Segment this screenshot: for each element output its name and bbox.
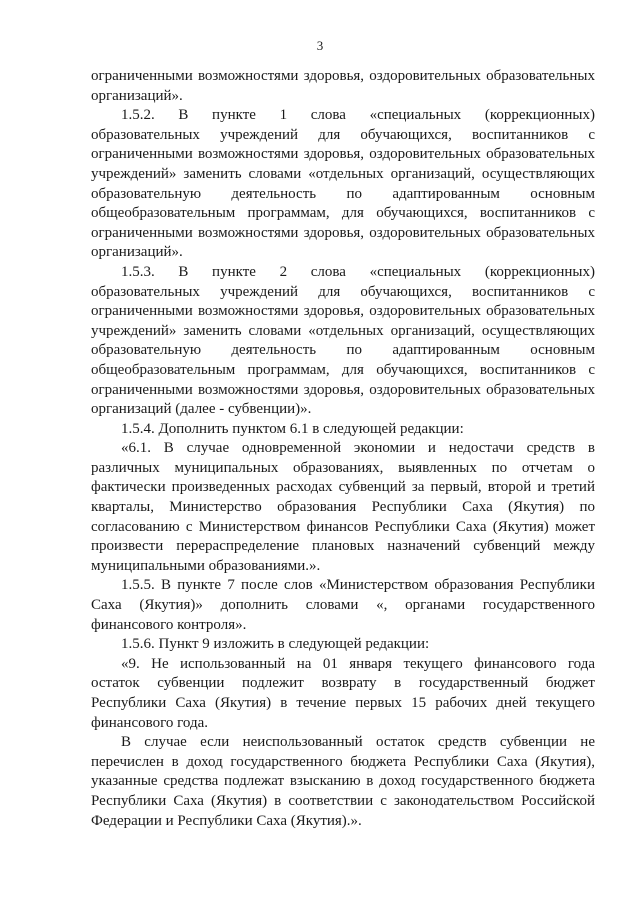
text-line: В случае если неиспользованный остаток средств субвенции не xyxy=(121,734,595,751)
text-line: финансового контроля». xyxy=(91,616,247,633)
text-line: образовательную деятельность по адаптированным основным xyxy=(91,342,595,359)
text-line: финансового года. xyxy=(91,714,209,731)
text-line: остаток субвенции подлежит возврату в государственный бюджет xyxy=(91,675,595,692)
text-line: общеобразовательным программам, для обучающихся, воспитанников с xyxy=(91,205,595,222)
text-line: образовательную деятельность по адаптированным основным xyxy=(91,185,595,202)
text-line: учреждений» заменить словами «отдельных организаций, осуществляющих xyxy=(91,322,595,339)
page-number: 3 xyxy=(316,38,324,53)
text-line: образовательных учреждений для обучающихся, воспитанников с xyxy=(91,126,595,143)
document-body xyxy=(91,67,595,831)
text-line: Федерации и Республики Саха (Якутия).». xyxy=(91,812,362,829)
text-line: 1.5.5. В пункте 7 после слов «Министерством образования Республики xyxy=(121,577,595,594)
text-line: кварталы, Министерство образования Республики Саха (Якутия) по xyxy=(91,499,595,516)
text-line: ограниченными возможностями здоровья, оздоровительных образовательных xyxy=(91,303,595,320)
text-line: организаций». xyxy=(91,244,183,261)
text-line: общеобразовательным программам, для обучающихся, воспитанников с xyxy=(91,361,595,378)
text-line: Республики Саха (Якутия) в соответствии с законодательством Российской xyxy=(91,792,595,809)
text-line: 1.5.4. Дополнить пунктом 6.1 в следующей редакции: xyxy=(121,420,464,437)
text-line: перечислен в доход государственного бюджета Республики Саха (Якутия), xyxy=(91,753,595,770)
text-line: муниципальными образованиями.». xyxy=(91,557,321,574)
text-line: 1.5.6. Пункт 9 изложить в следующей редакции: xyxy=(121,636,430,653)
text-line: различных муниципальных образованиях, выявленных по отчетам о xyxy=(91,459,595,476)
text-line: ограниченными возможностями здоровья, оздоровительных образовательных xyxy=(91,68,595,84)
text-line: 1.5.3. В пункте 2 слова «специальных (коррекционных) xyxy=(121,263,595,280)
text-line: Республики Саха (Якутия) в течение первых 15 рабочих дней текущего xyxy=(91,695,595,711)
text-line: образовательных учреждений для обучающихся, воспитанников с xyxy=(91,283,595,300)
text-line: организаций». xyxy=(91,87,183,104)
text-line: организаций (далее - субвенции)». xyxy=(91,401,312,418)
text-line: ограниченными возможностями здоровья, оздоровительных образовательных xyxy=(91,146,595,163)
text-line: фактически произведенных расходах субвенций за первый, второй и третий xyxy=(91,479,595,496)
text-line: Саха (Якутия)» дополнить словами «, органами государственного xyxy=(91,597,595,614)
text-line: указанные средства подлежат взысканию в доход государственного бюджета xyxy=(91,773,595,790)
text-line: учреждений» заменить словами «отдельных организаций, осуществляющих xyxy=(91,165,595,182)
text-line: ограниченными возможностями здоровья, оздоровительных образовательных xyxy=(91,224,595,241)
text-line: согласованию с Министерством финансов Республики Саха (Якутия) может xyxy=(91,518,595,535)
text-line: «9. Не использованный на 01 января текущего финансового года xyxy=(121,655,595,672)
text-line: ограниченными возможностями здоровья, оздоровительных образовательных xyxy=(91,381,595,398)
text-line: произвести перераспределение плановых назначений субвенций между xyxy=(91,538,595,555)
text-line: «6.1. В случае одновременной экономии и недостачи средств в xyxy=(121,440,595,457)
text-line: 1.5.2. В пункте 1 слова «специальных (коррекционных) xyxy=(121,107,595,124)
